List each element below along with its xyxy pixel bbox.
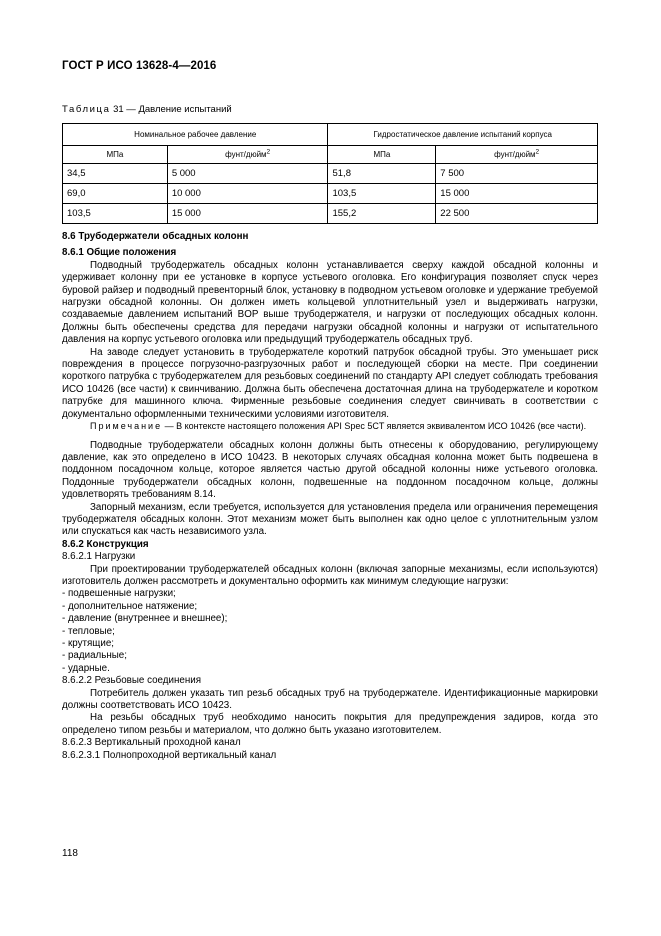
table-row [63, 204, 598, 224]
paragraph: Подводные трубодержатели обсадных колонн должны быть отнесены к оборудованию, регулирующему давление, как это определено в ИСО 10423. В некоторых случаях обсадная колонна может быть подвешена в поддонном посадочном кольце, которое является частью другой обсадной колонны ниже устьевого оголовка. Поддонные трубодержатели обсадных колонн, подвешенные на поддонном посадочном кольце, должны удовлетворять требованиям 8.14. [62, 439, 598, 501]
note-text: — В контексте настоящего положения API Spec 5CT является эквивалентом ИСО 10426 (все части). [162, 421, 587, 432]
unit-superscript: 2 [266, 148, 271, 156]
list-item: - радиальные; [62, 650, 127, 662]
clause-heading: 8.6.2.2 Резьбовые соединения [62, 675, 202, 687]
paragraph: Потребитель должен указать тип резьб обсадных труб на трубодержателе. Идентификационные маркировки должны соответствовать ИСО 10423. [62, 687, 598, 712]
table-cell: 51,8 [328, 164, 436, 184]
list-item: - подвешенные нагрузки; [62, 588, 176, 600]
paragraph: Подводный трубодержатель обсадных колонн устанавливается сверху каждой обсадной колонны и удерживает колонну при ее установке в корпусе устьевого оголовка. Его конфигурация позволяет спуск через буровой райзер и подводный превенторный блок, установку в подводном устьевом оголовке и удержание требуемой нагрузки обсадной колонны. Он должен иметь кольцевой уплотнительный узел и выдерживать нагрузки, создаваемые давлением испытаний BOP выше трубодержателя, и нагрузки от последующих обсадных колонн. Должны быть обеспечены средства для передачи нагрузки обсадной колонны и нагрузки от испытательного давления на корпус устьевого оголовка или предыдущий трубодержатель обсадных труб. [62, 259, 598, 346]
table-group-header: Гидростатическое давление испытаний корпуса [328, 124, 598, 146]
subsection-heading: 8.6.1 Общие положения [62, 247, 177, 259]
unit-label: фунт/дюйм [225, 150, 267, 159]
table-cell: 103,5 [63, 204, 168, 224]
clause-heading: 8.6.2.3.1 Полнопроходной вертикальный канал [62, 749, 277, 761]
table-sub-header: МПа [328, 146, 436, 164]
table-group-header-row [63, 124, 598, 146]
document-header: ГОСТ Р ИСО 13628-4—2016 [62, 60, 217, 72]
table-cell: 15 000 [167, 204, 328, 224]
table-sub-header-row [63, 146, 598, 164]
paragraph: На заводе следует установить в трубодержателе короткий патрубок обсадной трубы. Это уменьшает риск повреждения в процессе погрузочно-разгрузочных работ и последующей сборки на месте. При соединении короткого патрубка с трубодержателем для резьбовых соединений по стандарту API следует соблюдать требования ИСО 10426 (все части) к свинчиванию. Должна быть обеспечена достаточная длина на трубодержателе и коротком патрубке для машинного ключа. Фирменные резьбовые соединения следует свинчивать в соответствии с документально оформленными техническими условиями изготовителя. [62, 346, 598, 420]
unit-superscript: 2 [535, 148, 540, 156]
unit-label: фунт/дюйм [494, 150, 536, 159]
paragraph: На резьбы обсадных труб необходимо наносить покрытия для предупреждения задиров, когда это определено типом резьбы и материалом, что должно быть указано изготовителем. [62, 712, 598, 736]
table-cell: 69,0 [63, 184, 168, 204]
table-cell: 155,2 [328, 204, 436, 224]
note-label: Примечание [90, 421, 163, 432]
table-group-header: Номинальное рабочее давление [63, 124, 328, 146]
table-cell: 103,5 [328, 184, 436, 204]
clause-heading: 8.6.2.1 Нагрузки [62, 551, 136, 563]
list-item: - дополнительное натяжение; [62, 600, 198, 612]
list-item: - тепловые; [62, 625, 115, 637]
table-row [63, 184, 598, 204]
page-number: 118 [62, 848, 78, 859]
table-sub-header [436, 146, 598, 164]
pressure-table [62, 123, 598, 224]
paragraph: Запорный механизм, если требуется, используется для установления предела или ограничения перемещения трубодержателя обсадных колонн. Этот механизм может быть выполнен как одно целое с уплотнительным узлом или спускаться как часть независимого узла. [62, 501, 598, 538]
table-row [63, 164, 598, 184]
table-cell: 7 500 [436, 164, 598, 184]
document-body [62, 231, 598, 762]
table-cell: 10 000 [167, 184, 328, 204]
table-caption-label: Таблица [62, 104, 111, 115]
table-cell: 5 000 [167, 164, 328, 184]
table-caption [62, 104, 232, 115]
note [62, 421, 598, 432]
list-item: - давление (внутреннее и внешнее); [62, 613, 228, 625]
table-cell: 15 000 [436, 184, 598, 204]
subsection-heading: 8.6.2 Конструкция [62, 538, 149, 550]
list-item: - крутящие; [62, 638, 115, 649]
list-item: - ударные. [62, 662, 110, 674]
paragraph: При проектировании трубодержателей обсадных колонн (включая запорные механизмы, если используются) изготовитель должен рассмотреть и документально оформить как минимум следующие нагрузки: [62, 563, 598, 587]
clause-heading: 8.6.2.3 Вертикальный проходной канал [62, 737, 241, 749]
section-heading: 8.6 Трубодержатели обсадных колонн [62, 231, 249, 242]
table-caption-text: 31 — Давление испытаний [110, 104, 232, 115]
table-sub-header: МПа [63, 146, 168, 164]
table-cell: 34,5 [63, 164, 168, 184]
table-cell: 22 500 [436, 204, 598, 224]
table-sub-header [167, 146, 328, 164]
